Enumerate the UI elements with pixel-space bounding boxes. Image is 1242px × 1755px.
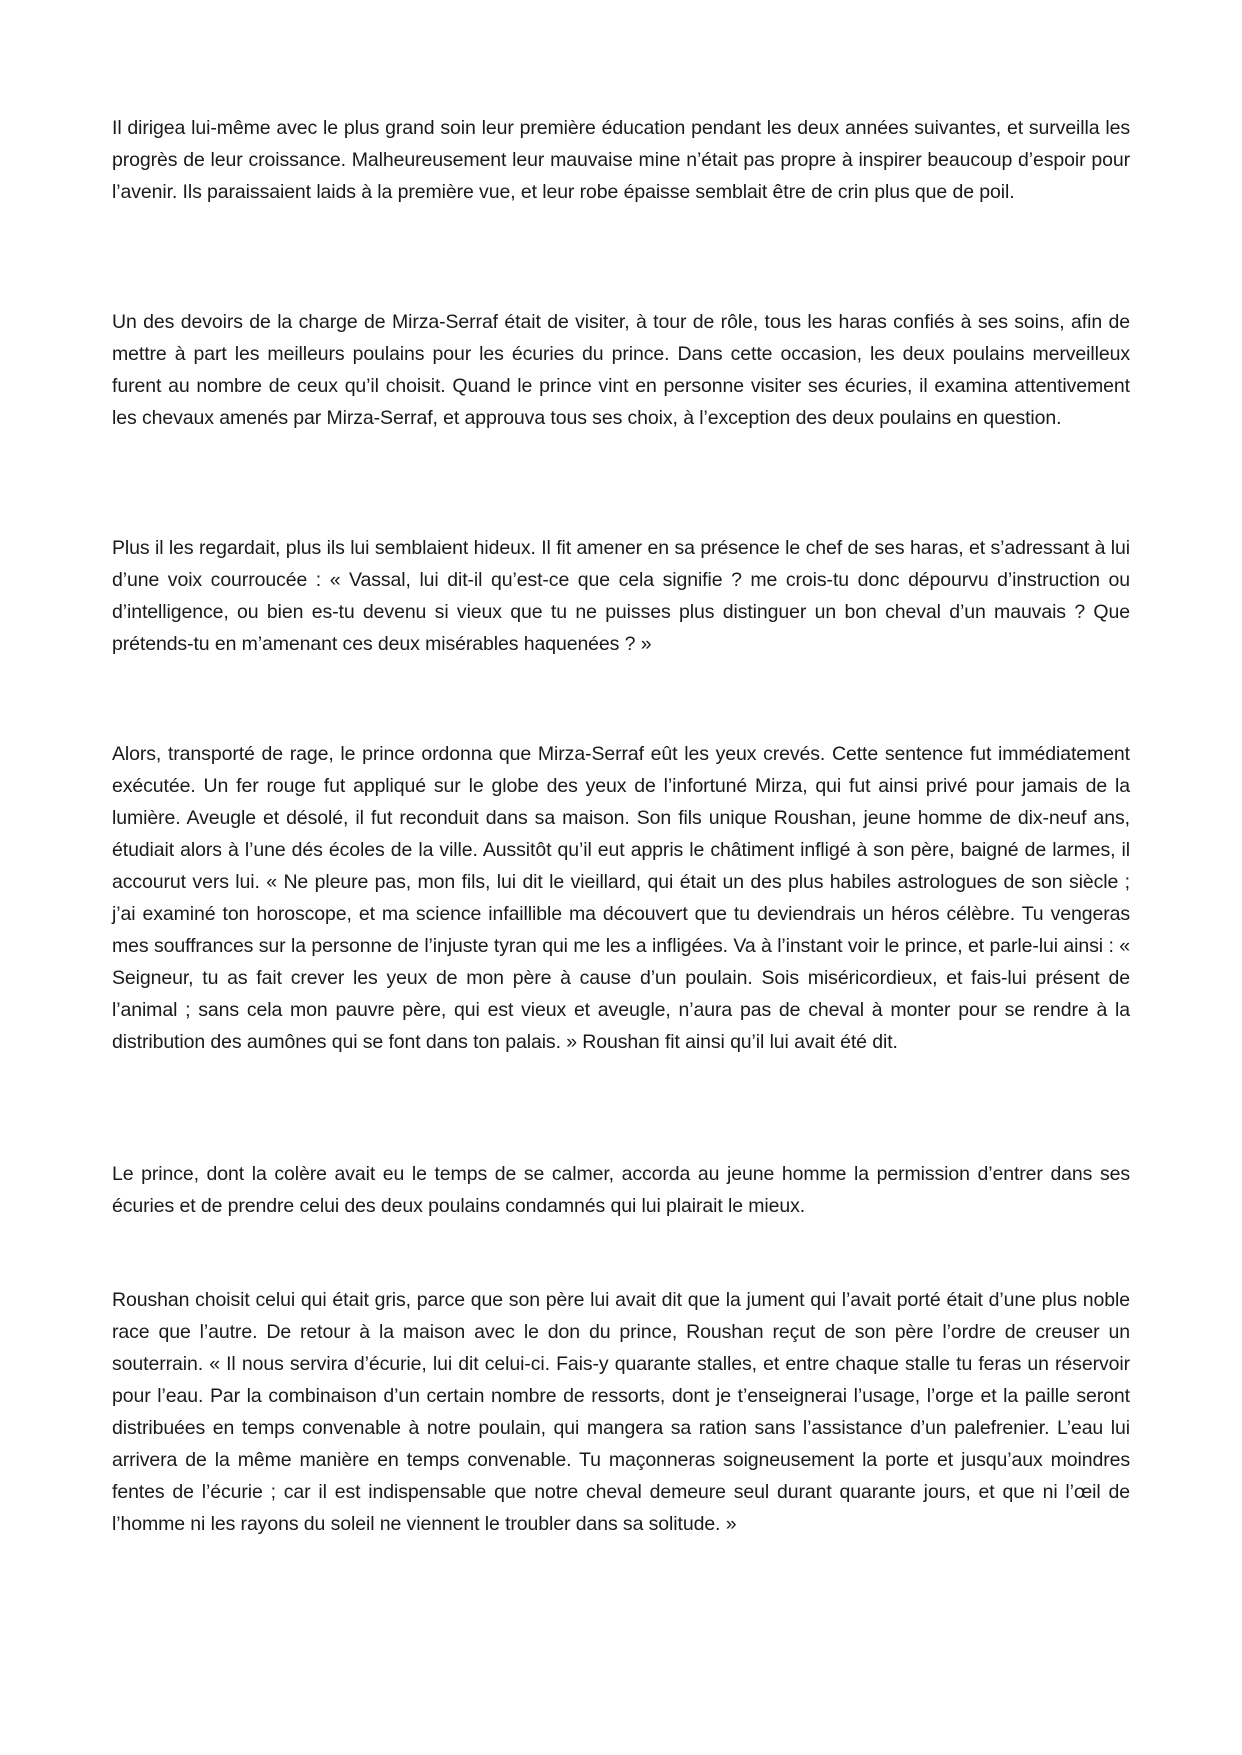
- paragraph-prince-anger: Plus il les regardait, plus ils lui semblaient hideux. Il fit amener en sa présence le chef de ses haras, et s’adressant à lui d’une voix courroucée : « Vassal, lui dit-il qu’est-ce que cela signifie ? me crois-tu donc dépourvu d’instruction ou d’intelligence, ou bien es-tu devenu si vieux que tu ne puisses plus distinguer un bon cheval d’un mauvais ? Que prétends-tu en m’amenant ces deux misérables haquenées ? »: [112, 537, 1130, 655]
- paragraph-roushan-choice: Roushan choisit celui qui était gris, parce que son père lui avait dit que la jument qui l’avait porté était d’une plus noble race que l’autre. De retour à la maison avec le don du prince, Roushan reçut de son père l’ordre de creuser un souterrain. « Il nous servira d’écurie, lui dit celui-ci. Fais-y quarante stalles, et entre chaque stalle tu feras un réservoir pour l’eau. Par la combinaison d’un certain nombre de ressorts, dont je t’enseignerai l’usage, l’orge et la paille seront distribuées en temps convenable à notre poulain, qui mangera sa ration sans l’assistance d’un palefrenier. L’eau lui arrivera de la même manière en temps convenable. Tu maçonneras soigneusement la porte et jusqu’aux moindres fentes de l’écurie ; car il est indispensable que notre cheval demeure seul durant quarante jours, et que ni l’œil de l’homme ni les rayons du soleil ne viennent le troubler dans sa solitude. »: [112, 1289, 1130, 1535]
- paragraph-education: Il dirigea lui-même avec le plus grand soin leur première éducation pendant les deux années suivantes, et surveilla les progrès de leur croissance. Malheureusement leur mauvaise mine n’était pas propre à inspirer beaucoup d’espoir pour l’avenir. Ils paraissaient laids à la première vue, et leur robe épaisse semblait être de crin plus que de poil.: [112, 117, 1130, 203]
- paragraph-prince-permission: Le prince, dont la colère avait eu le temps de se calmer, accorda au jeune homme la permission d’entrer dans ses écuries et de prendre celui des deux poulains condamnés qui lui plairait le mieux.: [112, 1163, 1130, 1217]
- paragraph-punishment: Alors, transporté de rage, le prince ordonna que Mirza-Serraf eût les yeux crevés. Cette sentence fut immédiatement exécutée. Un fer rouge fut appliqué sur le globe des yeux de l’infortuné Mirza, qui fut ainsi privé pour jamais de la lumière. Aveugle et désolé, il fut reconduit dans sa maison. Son fils unique Roushan, jeune homme de dix-neuf ans, étudiait alors à l’une dés écoles de la ville. Aussitôt qu’il eut appris le châtiment infligé à son père, baigné de larmes, il accourut vers lui. « Ne pleure pas, mon fils, lui dit le vieillard, qui était un des plus habiles astrologues de son siècle ; j’ai examiné ton horoscope, et ma science infaillible ma découvert que tu deviendrais un héros célèbre. Tu vengeras mes souffrances sur la personne de l’injuste tyran qui me les a infligées. Va à l’instant voir le prince, et parle-lui ainsi : « Seigneur, tu as fait crever les yeux de mon père à cause d’un poulain. Sois miséricordieux, et fais-lui présent de l’animal ; sans cela mon pauvre père, qui est vieux et aveugle, n’aura pas de cheval à monter pour se rendre à la distribution des aumônes qui se font dans ton palais. » Roushan fit ainsi qu’il lui avait été dit.: [112, 743, 1130, 1053]
- paragraph-mirza-duties: Un des devoirs de la charge de Mirza-Serraf était de visiter, à tour de rôle, tous les haras confiés à ses soins, afin de mettre à part les meilleurs poulains pour les écuries du prince. Dans cette occasion, les deux poulains merveilleux furent au nombre de ceux qu’il choisit. Quand le prince vint en personne visiter ses écuries, il examina attentivement les chevaux amenés par Mirza-Serraf, et approuva tous ses choix, à l’exception des deux poulains en question.: [112, 311, 1130, 429]
